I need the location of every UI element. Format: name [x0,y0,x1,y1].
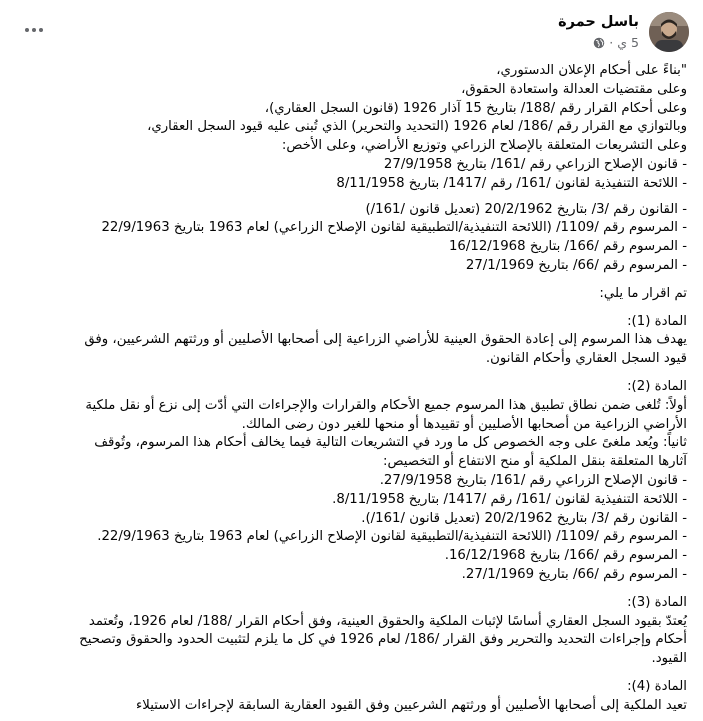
preamble-line: - المرسوم رقم /66/ بتاريخ 27/1/1969 [465,257,687,273]
preamble-line: - المرسوم رقم /166/ بتاريخ 16/12/1968 [448,239,687,255]
article-1 [10,313,687,369]
article-line: - قانون الإصلاح الزراعي رقم /161/ بتاريخ 27/9/1958. [379,472,687,488]
article-line: آثارها المتعلقة بنقل الملكية أو منح الانتفاع أو التخصيص: [383,454,687,470]
article-line: أولاً: تُلغى ضمن نطاق تطبيق هذا المرسوم جميع الأحكام والقرارات والإجراءات التي أدّت إلى نزع أو نقل ملكية [85,397,687,413]
preamble [10,62,687,194]
preamble-line: وبالتوازي مع القرار رقم /186/ لعام 1926 (التحديد والتحرير) الذي تُبنى عليه قيود السجل العقاري، [147,119,687,135]
article-line: - المرسوم رقم /66/ بتاريخ 27/1/1969. [461,566,687,582]
article-line: يُعتدّ بقيود السجل العقاري أساسًا لإثبات الملكية والحقوق العينية، وفق أحكام القرار /188/ لعام 1926، وتُعتمد [88,613,687,629]
article-title: المادة (1): [627,313,687,329]
meta-separator: · [609,35,614,50]
article-title: المادة (4): [627,678,687,694]
article-2 [10,378,687,585]
preamble-continued [10,201,687,276]
article-title: المادة (2): [627,378,687,394]
post-header [14,10,689,58]
avatar[interactable] [649,12,689,52]
preamble-line: وعلى مقتضيات العدالة واستعادة الحقوق، [461,81,687,97]
article-3 [10,594,687,669]
article-line: ثانياً: ويُعد ملغىً على وجه الخصوص كل ما ورد في التشريعات التالية فيما يخالف أحكام هذا المرسوم، وتُوقف [94,435,687,451]
article-4 [10,678,687,716]
preamble-line: وعلى التشريعات المتعلقة بالإصلاح الزراعي وتوزيع الأراضي، وعلى الأخص: [281,138,687,154]
preamble-line: - قانون الإصلاح الزراعي رقم /161/ بتاريخ 27/9/1958 [383,156,687,172]
decree-intro: تم اقرار ما يلي: [599,285,687,301]
preamble-line: - اللائحة التنفيذية لقانون /161/ رقم /1417/ بتاريخ 8/11/1958 [336,175,687,191]
preamble-line: "بناءً على أحكام الإعلان الدستوري، [496,63,687,78]
post-body [10,62,687,716]
preamble-line: - المرسوم رقم /1109/ (اللائحة التنفيذية/التطبيقية لقانون الإصلاح الزراعي) لعام 1963 بتاريخ 22/9/1963 [101,220,687,236]
article-title: المادة (3): [627,594,687,610]
article-line: - المرسوم رقم /1109/ (اللائحة التنفيذية/التطبيقية لقانون الإصلاح الزراعي) لعام 1963 بتاريخ 22/9/1963. [97,529,687,545]
post-time[interactable]: 5 ي [617,35,639,50]
author-name[interactable]: باسل حمرة [558,14,639,30]
article-line: - اللائحة التنفيذية لقانون /161/ رقم /1417/ بتاريخ 8/11/1958. [332,491,687,507]
article-line: يهدف هذا المرسوم إلى إعادة الحقوق العينية للأراضي الزراعية إلى أصحابها الأصليين أو ورثتهم الشرعيين، وفق [84,332,687,348]
more-options-icon[interactable] [20,16,48,44]
post-meta [593,35,639,50]
article-line: تعيد الملكية إلى أصحابها الأصليين أو ورثتهم الشرعيين وفق القيود العقارية السابقة لإجراءات الاستيلاء [136,697,687,713]
article-line: القيود. [651,651,687,667]
article-line: أحكام وإجراءات التحديد والتحرير وفق القرار /186/ لعام 1926 في كل ما يلزم لتثبيت الحدود والحقوق وتصحيح [79,632,687,648]
preamble-line: - القانون رقم /3/ بتاريخ 20/2/1962 (تعديل قانون /161/) [365,201,687,217]
preamble-line: وعلى أحكام القرار رقم /188/ بتاريخ 15 آذار 1926 (قانون السجل العقاري)، [264,100,687,116]
article-line: الأراضي الزراعية من أصحابها الأصليين أو تقييدها أو منحها للغير دون رضى المالك. [241,416,687,432]
article-line: قيود السجل العقاري وأحكام القانون. [485,351,687,367]
article-line: - القانون رقم /3/ بتاريخ 20/2/1962 (تعديل قانون /161/). [361,510,687,526]
globe-icon[interactable] [593,37,605,49]
article-line: - المرسوم رقم /166/ بتاريخ 16/12/1968. [444,548,687,564]
